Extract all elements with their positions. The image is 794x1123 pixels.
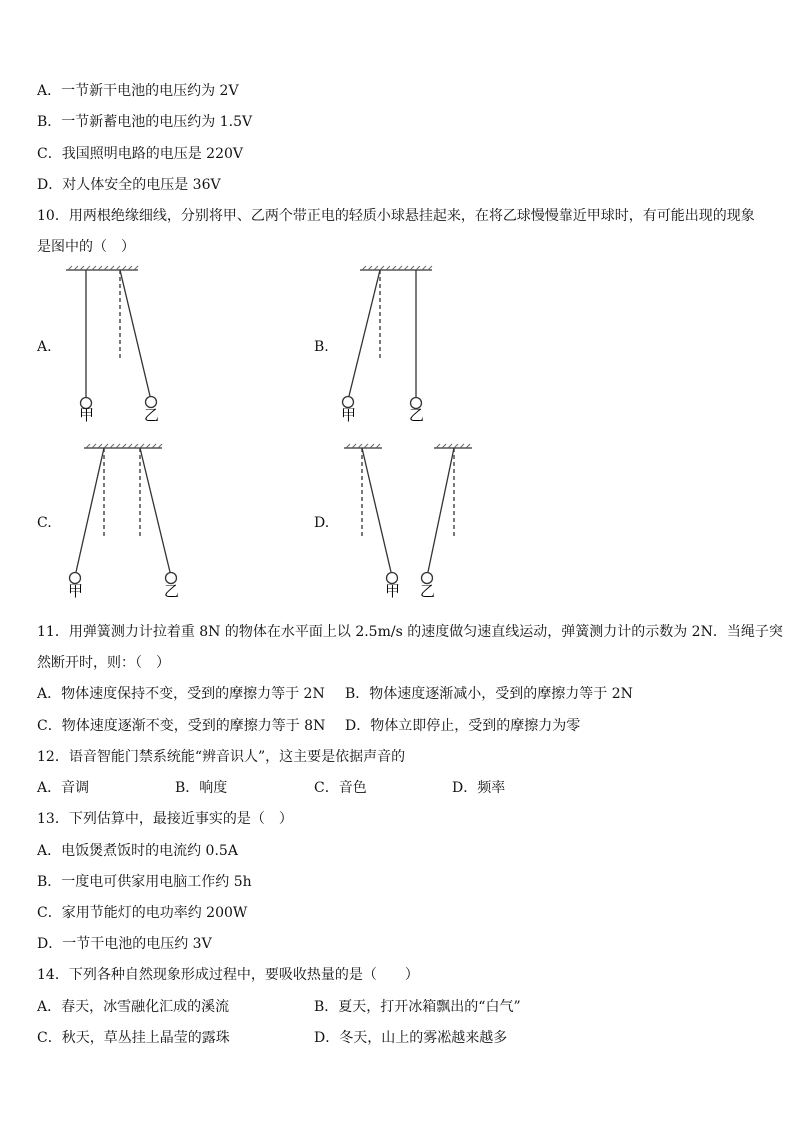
q12-option-c: C．音色: [314, 780, 367, 796]
figure-c: [60, 440, 190, 608]
q12-option-d: D．频率: [452, 780, 506, 796]
svg-text:甲: 甲: [68, 582, 84, 600]
figure-d-label: D.: [314, 515, 330, 531]
q11-option-c: C．物体速度逐渐不变，受到的摩擦力等于 8N: [37, 718, 326, 734]
q13-option-d: D．一节干电池的电压约 3V: [37, 936, 212, 952]
ceiling-hatch: [66, 266, 138, 270]
figure-b: [334, 262, 454, 430]
svg-text:乙: 乙: [420, 582, 436, 600]
q13-option-c: C．家用节能灯的电功率约 200W: [37, 905, 248, 921]
q9-option-a: A．一节新干电池的电压约为 2V: [37, 83, 239, 99]
q9-option-d: D．对人体安全的电压是 36V: [37, 177, 221, 193]
q12-option-a: A．音调: [37, 780, 90, 796]
figure-a: [60, 262, 180, 430]
q11-option-b: B．物体速度逐渐减小，受到的摩擦力等于 2N: [345, 686, 633, 702]
figure-a-label: A.: [37, 339, 52, 355]
q11-option-d: D．物体立即停止，受到的摩擦力为零: [345, 718, 581, 734]
q13-option-a: A．电饭煲煮饭时的电流约 0.5A: [37, 843, 238, 859]
q14-option-c: C．秋天，草丛挂上晶莹的露珠: [37, 1030, 230, 1046]
string-right: [120, 270, 150, 396]
svg-text:乙: 乙: [409, 406, 425, 424]
figure-c-label: C.: [37, 515, 52, 531]
q9-option-c: C．我国照明电路的电压是 220V: [37, 146, 243, 162]
q10-stem-line1: 10．用两根绝缘细线，分别将甲、乙两个带正电的轻质小球悬挂起来，在将乙球慢慢靠近甲球时，有可能出现的现象: [37, 208, 755, 224]
q13-option-b: B．一度电可供家用电脑工作约 5h: [37, 874, 252, 890]
q11-stem-line1: 11．用弹簧测力计拉着重 8N 的物体在水平面上以 2.5m/s 的速度做匀速直线运动，弹簧测力计的示数为 2N．当绳子突: [37, 624, 783, 640]
figure-d: [336, 440, 486, 608]
svg-text:乙: 乙: [164, 582, 180, 600]
q9-option-b: B．一节新蓄电池的电压约为 1.5V: [37, 114, 253, 130]
svg-text:甲: 甲: [341, 406, 357, 424]
ball-right-label: 乙: [144, 406, 160, 424]
q10-stem-line2: 是图中的（ ）: [37, 239, 135, 255]
q12-option-b: B．响度: [175, 780, 228, 796]
q14-option-a: A．春天，冰雪融化汇成的溪流: [37, 999, 230, 1015]
q12-stem: 12．语音智能门禁系统能“辨音识人”，这主要是依据声音的: [37, 749, 406, 765]
q11-stem-line2: 然断开时，则：（ ）: [37, 655, 170, 671]
figure-b-label: B.: [314, 339, 329, 355]
q14-stem: 14．下列各种自然现象形成过程中，要吸收热量的是（ ）: [37, 967, 419, 983]
ball-left-label: 甲: [79, 406, 95, 424]
q14-option-d: D．冬天，山上的雾凇越来越多: [314, 1030, 508, 1046]
q13-stem: 13．下列估算中，最接近事实的是（ ）: [37, 811, 293, 827]
q11-option-a: A．物体速度保持不变，受到的摩擦力等于 2N: [37, 686, 325, 702]
q14-option-b: B．夏天，打开冰箱飘出的“白气”: [314, 999, 521, 1015]
svg-text:甲: 甲: [385, 582, 401, 600]
